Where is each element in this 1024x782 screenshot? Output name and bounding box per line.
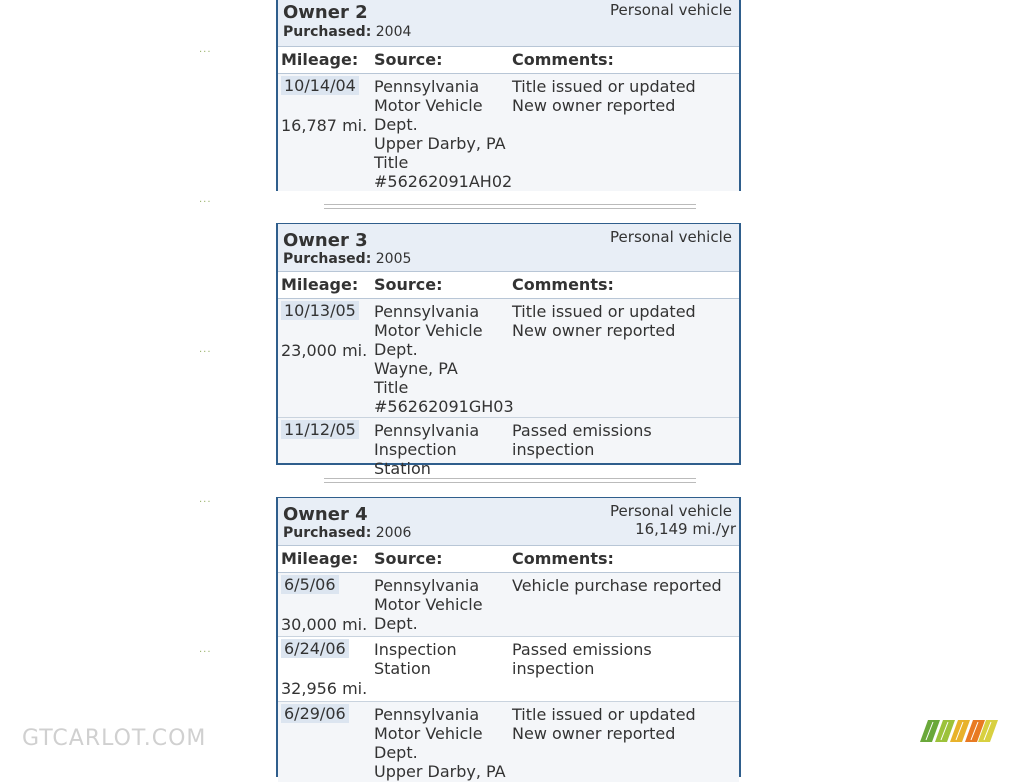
comment-line: New owner reported [512, 321, 676, 340]
column-headers [278, 546, 739, 573]
decorative-dots: ... [199, 44, 212, 55]
purchased-info [283, 525, 411, 541]
purchased-year: 2005 [375, 251, 412, 267]
owner-type: Personal vehicle [610, 228, 732, 246]
record-comments [512, 77, 737, 115]
source-line: Pennsylvania [374, 302, 480, 321]
record-source [374, 77, 513, 191]
table-row [278, 418, 739, 478]
record-date: 6/5/06 [281, 575, 339, 594]
purchased-label: Purchased: [283, 251, 372, 267]
decorative-dots: ... [199, 494, 212, 505]
table-row [278, 702, 739, 782]
table-row [278, 573, 739, 637]
source-header: Source: [374, 549, 443, 568]
source-line: Inspection Station [374, 640, 457, 678]
comment-line: New owner reported [512, 724, 676, 743]
owner-2-section [276, 0, 741, 191]
owner-type: Personal vehicle [610, 1, 732, 19]
source-header: Source: [374, 50, 443, 69]
source-line: Dept. [374, 115, 418, 134]
source-line: Motor Vehicle [374, 96, 483, 115]
comment-line: Passed emissions inspection [512, 421, 652, 459]
record-comments [512, 421, 737, 459]
comment-line: Vehicle purchase reported [512, 576, 722, 595]
comment-line: Title issued or updated [512, 705, 696, 724]
record-date: 10/14/04 [281, 76, 359, 95]
record-date: 6/29/06 [281, 704, 349, 723]
record-date: 6/24/06 [281, 639, 349, 658]
source-line: Pennsylvania [374, 77, 480, 96]
brand-logo-icon [920, 720, 998, 742]
record-source [374, 640, 510, 678]
comment-line: New owner reported [512, 96, 676, 115]
comment-line: Passed emissions inspection [512, 640, 652, 678]
record-source [374, 302, 514, 416]
source-line: Dept. [374, 614, 418, 633]
purchased-info [283, 24, 411, 40]
source-line: Motor Vehicle [374, 724, 483, 743]
table-row [278, 74, 739, 191]
record-comments [512, 302, 737, 340]
purchased-year: 2004 [375, 24, 412, 40]
owner-4-section [276, 497, 741, 781]
record-comments [512, 705, 737, 743]
record-mileage: 30,000 mi. [281, 615, 368, 634]
record-mileage: 23,000 mi. [281, 341, 368, 360]
section-divider [324, 204, 696, 209]
record-date: 10/13/05 [281, 301, 359, 320]
record-comments [512, 576, 737, 595]
owner-header [278, 0, 739, 47]
owner-title: Owner 3 [283, 230, 368, 251]
source-line: Upper Darby, PA [374, 134, 506, 153]
purchased-label: Purchased: [283, 525, 372, 541]
source-line: #56262091GH03 [374, 397, 514, 416]
source-line: Inspection Station [374, 440, 457, 478]
source-header: Source: [374, 275, 443, 294]
owner-title: Owner 2 [283, 2, 368, 23]
record-mileage: 32,956 mi. [281, 679, 368, 698]
source-line: Pennsylvania [374, 421, 480, 440]
owner-annual-mileage: 16,149 mi./yr [635, 520, 736, 538]
decorative-dots: ... [199, 344, 212, 355]
comment-line: Title issued or updated [512, 302, 696, 321]
table-row [278, 637, 739, 702]
purchased-label: Purchased: [283, 24, 372, 40]
purchased-info [283, 251, 411, 267]
source-line: Dept. [374, 340, 418, 359]
mileage-header: Mileage: [281, 549, 359, 568]
source-line: Dept. [374, 743, 418, 762]
owner-header [278, 498, 739, 546]
comments-header: Comments: [512, 549, 614, 568]
column-headers [278, 47, 739, 74]
owner-type: Personal vehicle [610, 502, 732, 520]
source-line: Pennsylvania [374, 705, 480, 724]
column-headers [278, 272, 739, 299]
decorative-dots: ... [199, 194, 212, 205]
record-date: 11/12/05 [281, 420, 359, 439]
source-line: Pennsylvania [374, 576, 480, 595]
record-source [374, 576, 510, 633]
source-line: Title [374, 153, 409, 172]
record-comments [512, 640, 737, 678]
table-row [278, 299, 739, 418]
purchased-year: 2006 [375, 525, 412, 541]
source-line: Title [374, 378, 409, 397]
source-line: #56262091AH02 [374, 172, 513, 191]
source-line: Upper Darby, PA [374, 762, 506, 781]
mileage-header: Mileage: [281, 50, 359, 69]
source-line: Wayne, PA [374, 359, 458, 378]
watermark-text: GTCARLOT.COM [22, 726, 207, 751]
source-line: Motor Vehicle [374, 595, 483, 614]
comment-line: Title issued or updated [512, 77, 696, 96]
record-source [374, 705, 510, 781]
owner-title: Owner 4 [283, 504, 368, 525]
record-source [374, 421, 510, 478]
comments-header: Comments: [512, 50, 614, 69]
section-divider [324, 478, 696, 483]
decorative-dots: ... [199, 644, 212, 655]
comments-header: Comments: [512, 275, 614, 294]
owner-header [278, 224, 739, 272]
source-line: Motor Vehicle [374, 321, 483, 340]
mileage-header: Mileage: [281, 275, 359, 294]
owner-3-section [276, 223, 741, 478]
record-mileage: 16,787 mi. [281, 116, 368, 135]
